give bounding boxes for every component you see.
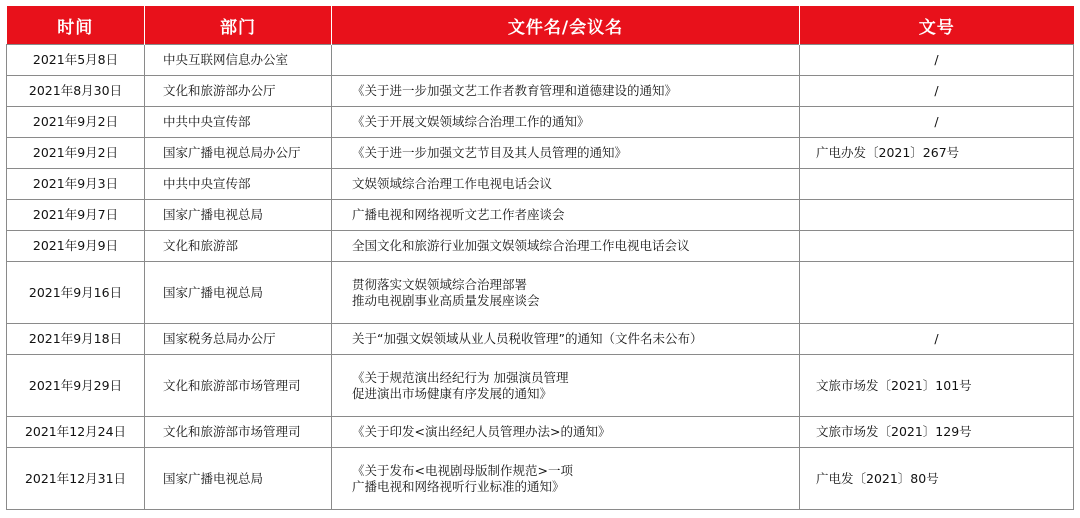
cell-dept: 文化和旅游部 [145, 231, 332, 262]
table-row [7, 448, 1074, 510]
header-dept: 部门 [145, 6, 332, 45]
cell-dept: 中共中央宣传部 [145, 107, 332, 138]
cell-doc [332, 76, 800, 107]
cell-number: / [800, 45, 1074, 76]
cell-date: 2021年9月2日 [7, 107, 145, 138]
cell-number [800, 169, 1074, 200]
doc-line: 全国文化和旅游行业加强文娱领域综合治理工作电视电话会议 [352, 238, 690, 253]
cell-date: 2021年9月3日 [7, 169, 145, 200]
cell-date: 2021年9月2日 [7, 138, 145, 169]
cell-number [800, 231, 1074, 262]
doc-line: 《关于发布<电视剧母版制作规范>一项 [352, 462, 573, 478]
cell-doc [332, 45, 800, 76]
table-row [7, 262, 1074, 324]
cell-doc [332, 169, 800, 200]
cell-doc [332, 231, 800, 262]
cell-number: / [800, 76, 1074, 107]
cell-doc [332, 262, 800, 324]
doc-line: 广播电视和网络视听文艺工作者座谈会 [352, 207, 565, 222]
cell-dept: 国家税务总局办公厅 [145, 324, 332, 355]
cell-date: 2021年12月31日 [7, 448, 145, 510]
cell-dept: 国家广播电视总局 [145, 448, 332, 510]
cell-date: 2021年12月24日 [7, 417, 145, 448]
cell-number: 文旅市场发〔2021〕129号 [800, 417, 1074, 448]
header-doc: 文件名/会议名 [332, 6, 800, 45]
doc-line: 《关于进一步加强文艺节目及其人员管理的通知》 [352, 145, 628, 160]
cell-dept: 文化和旅游部市场管理司 [145, 355, 332, 417]
doc-line: 推动电视剧事业高质量发展座谈会 [352, 292, 540, 308]
table-row [7, 324, 1074, 355]
cell-date: 2021年8月30日 [7, 76, 145, 107]
cell-number: 文旅市场发〔2021〕101号 [800, 355, 1074, 417]
table-row [7, 138, 1074, 169]
cell-dept: 国家广播电视总局 [145, 200, 332, 231]
cell-number: / [800, 107, 1074, 138]
cell-number: 广电办发〔2021〕267号 [800, 138, 1074, 169]
doc-line: 《关于印发<演出经纪人员管理办法>的通知》 [352, 424, 611, 439]
doc-line: 《关于进一步加强文艺工作者教育管理和道德建设的通知》 [352, 83, 678, 98]
table-row [7, 76, 1074, 107]
table-header-row [7, 6, 1074, 45]
cell-dept: 国家广播电视总局 [145, 262, 332, 324]
doc-line: 广播电视和网络视听行业标准的通知》 [352, 478, 565, 494]
header-time: 时间 [7, 6, 145, 45]
cell-dept: 国家广播电视总局办公厅 [145, 138, 332, 169]
cell-date: 2021年9月29日 [7, 355, 145, 417]
doc-line: 贯彻落实文娱领域综合治理部署 [352, 276, 528, 292]
cell-number: 广电发〔2021〕80号 [800, 448, 1074, 510]
cell-dept: 文化和旅游部办公厅 [145, 76, 332, 107]
cell-number: / [800, 324, 1074, 355]
cell-doc [332, 324, 800, 355]
cell-dept: 文化和旅游部市场管理司 [145, 417, 332, 448]
cell-number [800, 200, 1074, 231]
doc-line: 《关于规范演出经纪行为 加强演员管理 [352, 369, 569, 385]
cell-date: 2021年9月18日 [7, 324, 145, 355]
cell-doc [332, 138, 800, 169]
cell-number [800, 262, 1074, 324]
cell-doc [332, 417, 800, 448]
doc-line: 文娱领域综合治理工作电视电话会议 [352, 176, 553, 191]
doc-line: 关于“加强文娱领域从业人员税收管理”的通知（文件名未公布） [352, 331, 703, 346]
cell-dept: 中共中央宣传部 [145, 169, 332, 200]
cell-date: 2021年5月8日 [7, 45, 145, 76]
table-row [7, 200, 1074, 231]
table-row [7, 231, 1074, 262]
table-row [7, 417, 1074, 448]
cell-doc [332, 355, 800, 417]
doc-line: 《关于开展文娱领域综合治理工作的通知》 [352, 114, 590, 129]
doc-line: 促进演出市场健康有序发展的通知》 [352, 385, 553, 401]
cell-doc [332, 107, 800, 138]
cell-date: 2021年9月9日 [7, 231, 145, 262]
table-row [7, 45, 1074, 76]
cell-dept: 中央互联网信息办公室 [145, 45, 332, 76]
cell-doc [332, 200, 800, 231]
cell-date: 2021年9月7日 [7, 200, 145, 231]
header-number: 文号 [800, 6, 1074, 45]
cell-date: 2021年9月16日 [7, 262, 145, 324]
table-row [7, 107, 1074, 138]
table-row [7, 355, 1074, 417]
table-row [7, 169, 1074, 200]
cell-doc [332, 448, 800, 510]
policy-table [6, 6, 1074, 510]
